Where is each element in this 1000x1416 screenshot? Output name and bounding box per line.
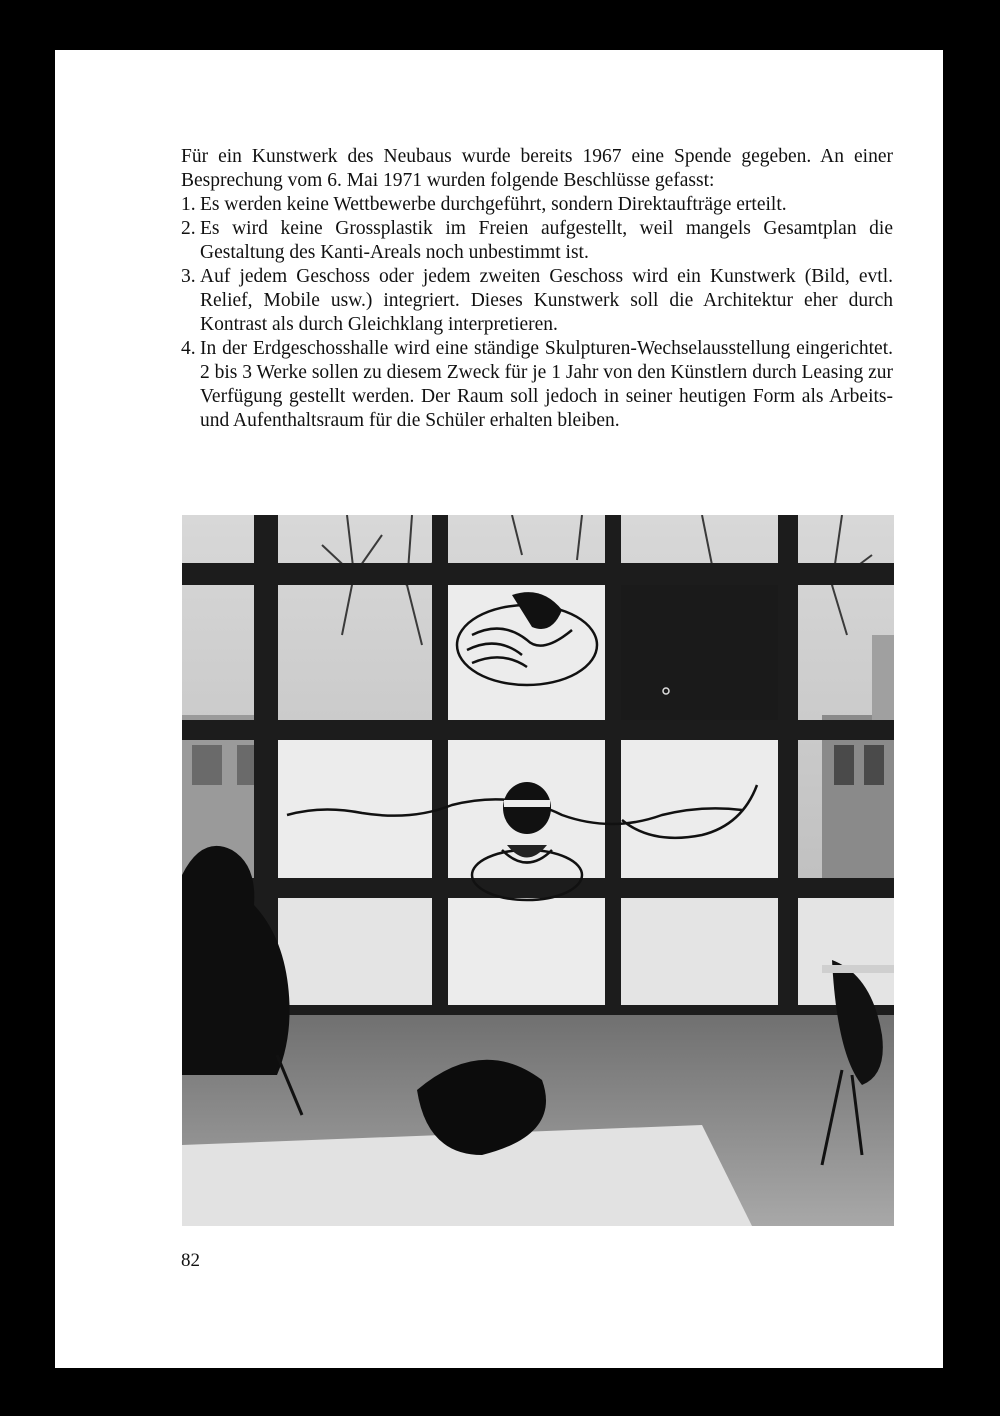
list-item <box>181 217 893 265</box>
list-item <box>181 193 893 217</box>
list-item-number: 4. <box>181 338 196 359</box>
intro-paragraph: Für ein Kunstwerk des Neubaus wurde bereits 1967 eine Spende gegeben. An einer Besprechung vom 6. Mai 1971 wurden folgende Beschlüsse gefasst: <box>181 146 893 191</box>
list-item-text: Es wird keine Grossplastik im Freien aufgestellt, weil mangels Gesamtplan die Gestaltung des Kanti-Areals noch unbestimmt ist. <box>200 218 893 263</box>
building-right <box>822 715 894 895</box>
page-number: 82 <box>181 1250 200 1271</box>
list-item-text: In der Erdgeschosshalle wird eine ständige Skulpturen-Wechselausstellung eingerichtet. 2 bis 3 Werke sollen zu diesem Zweck für je 1 Jahr von den Künstlern durch Leasing zur Verfügung gestellt werden. Der Raum soll jedoch in seiner heutigen Form als Arbeits- und Aufenthaltsraum für die Schüler erhalten bleiben. <box>200 338 893 431</box>
list-item-text: Auf jedem Geschoss oder jedem zweiten Geschoss wird ein Kunstwerk (Bild, evtl. Relief, Mobile usw.) integriert. Dieses Kunstwerk soll die Architektur eher durch Kontrast als durch Gleichklang interpretieren. <box>200 266 893 335</box>
body-text <box>181 145 893 433</box>
list-item <box>181 265 893 337</box>
window-artwork-photo <box>182 515 894 1226</box>
document-page <box>55 50 943 1368</box>
dark-pane <box>621 585 778 720</box>
egg-shape <box>503 782 551 834</box>
list-item-number: 2. <box>181 218 196 239</box>
list-item-text: Es werden keine Wettbewerbe durchgeführt, sondern Direktaufträge erteilt. <box>200 194 787 215</box>
resolution-list <box>181 193 893 433</box>
list-item <box>181 337 893 433</box>
photograph <box>182 515 894 1226</box>
list-item-number: 1. <box>181 194 196 215</box>
list-item-number: 3. <box>181 266 196 287</box>
